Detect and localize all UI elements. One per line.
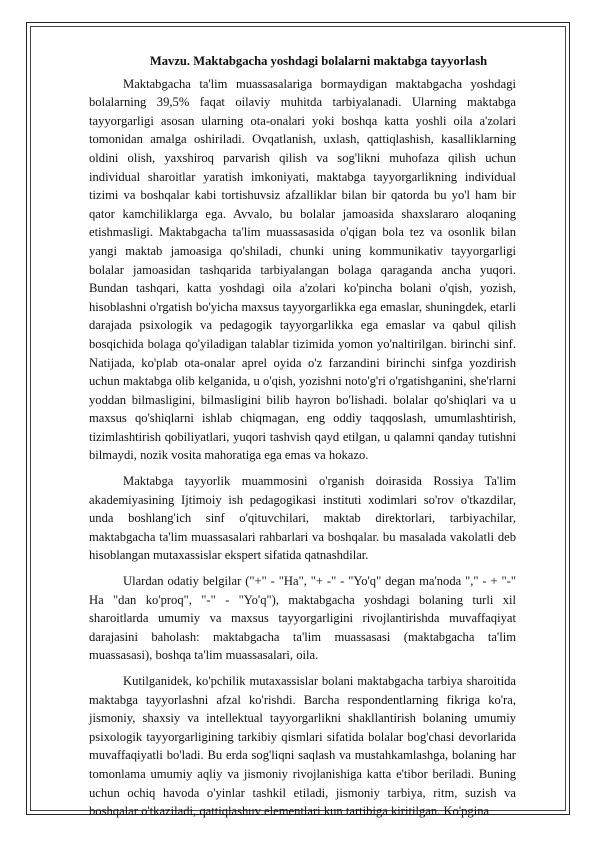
document-title: Mavzu. Maktabgacha yoshdagi bolalarni maktabga tayyorlash [149, 54, 488, 68]
paragraph-3: Ulardan odatiy belgilar ("+" - "Ha", "+ -" - "Yo'q" degan ma'noda "," - + "-" Ha "dan ko'proq", "-" - "Yo'q"), maktabgacha yoshdagi bolaning turli xil sharoitlarda umumiy va maxsus tayyorgarligini rivojlantirishda muvaffaqiyat darajasini baholash: maktabgacha ta'lim muassasasi (maktabgacha ta'lim muassasasi), boshqa ta'lim muassasalari, oila. [89, 574, 516, 663]
document-body [89, 52, 516, 828]
paragraph-1: Maktabgacha ta'lim muassasalariga bormaydigan maktabgacha yoshdagi bolalarning 39,5% faqat oilaviy muhitda tarbiyalanadi. Ularning maktabga tayyorgarligi asosan ularning ota-onalari yoki boshqa katta yoshli oila a'zolari tomonidan amalga oshiriladi. Ovqatlanish, uxlash, qattiqlashish, kasalliklarning oldini olish, yaxshiroq parvarish qilish va sog'likni muhofaza qilish uchun individual sharoitlar yaratish imkoniyati, maktabga tayyorgarlikning individual tizimi va boshqalar kabi tortishuvsiz afzalliklar bilan bir qatorda bu yo'l ham bir qator kamchiliklarga ega. Avvalo, bu bolalar jamoasida shaxslararo aloqaning etishmasligi. Maktabgacha ta'lim muassasasida o'qigan bola tez va osonlik bilan yangi maktab jamoasiga qo'shiladi, chunki uning kommunikativ tayyorgarligi bolalar jamoasidan tashqarida tarbiyalangan bolaga qaraganda ancha yuqori. Bundan tashqari, katta yoshdagi oila a'zolari ko'pincha bolani o'qish, yozish, hisoblashni o'rgatish bo'yicha maxsus tayyorgarlikka ega emaslar, shuningdek, etarli darajada psixologik va pedagogik tayyorgarlikka ega emaslar va qabul qilish bosqichida bolaga qo'yiladigan talablar tizimida yomon yo'naltirilgan. birinchi sinf. Natijada, ko'plab ota-onalar aprel oyida o'z farzandini birinchi sinfga yozdirish uchun maktabga olib kelganida, u o'qish, yozishni noto'g'ri o'rgatishganini, she'rlarni yoddan bilmasligini, bilmasligini bilib hayron bo'lishadi. bolalar qo'shiqlari va u maxsus qo'shiqlarni ishlab chiqmagan, eng oddiy taqqoslash, umumlashtirish, tizimlashtirish qobiliyatlari, yuqori tashvish qayd etilgan, u qalamni qanday tutishni bilmaydi, nozik vosita mahoratiga ega emas va hokazo. [89, 76, 516, 463]
paragraph-4: Kutilganidek, ko'pchilik mutaxassislar bolani maktabgacha tarbiya sharoitida maktabga tayyorlashni afzal ko'rishdi. Barcha respondentlarning fikriga ko'ra, jismoniy, shaxsiy va intellektual tayyorgarlikni shakllantirish bolaning umumiy psixologik tayyorgarligining tarkibiy qismlari sifatida bolalar bog'chasi devorlarida muvaffaqiyatli bo'ladi. Bu erda sog'liqni saqlash va mustahkamlashga, bolaning har tomonlama umumiy aqliy va jismoniy rivojlanishiga katta e'tibor beriladi. Buning uchun ochiq havoda o'yinlar tashkil etiladi, jismoniy tarbiya, ritm, suzish va boshqalar o'tkaziladi, qattiqlashuv elementlari kun tartibiga kiritilgan. Ko'pgina [89, 674, 516, 819]
paragraph-2: Maktabga tayyorlik muammosini o'rganish doirasida Rossiya Ta'lim akademiyasining Ijtimoiy ish pedagogikasi instituti xodimlari so'rov o'tkazdilar, unda boshlang'ich sinf o'qituvchilari, maktab direktorlari, tarbiyachilar, maktabgacha ta'lim muassasalari rahbarlari va boshqalar. bu masalada vakolatli deb hisoblangan mutaxassislar ekspert sifatida qatnashdilar. [89, 474, 516, 563]
